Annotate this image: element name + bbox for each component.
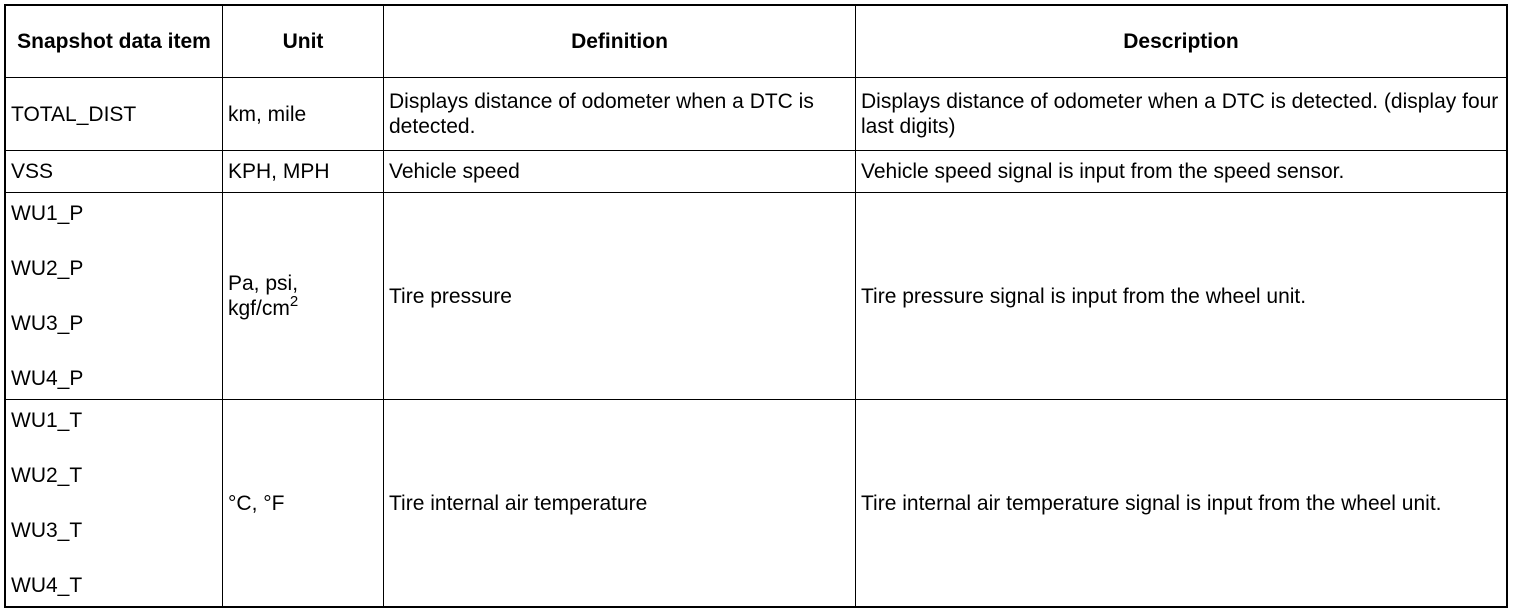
- snapshot-item: WU1_T: [11, 409, 83, 432]
- definition-cell: Tire internal air temperature: [384, 400, 856, 607]
- snapshot-item-cell: [6, 193, 223, 400]
- unit-cell: km, mile: [223, 78, 384, 151]
- snapshot-item: WU4_P: [11, 367, 84, 390]
- unit-line: [228, 293, 378, 321]
- definition-cell: Tire pressure: [384, 193, 856, 400]
- unit-line: Pa, psi,: [228, 272, 299, 295]
- table-row: [6, 400, 1507, 607]
- unit-superscript: 2: [289, 293, 299, 310]
- description-cell: Vehicle speed signal is input from the speed sensor.: [856, 151, 1507, 193]
- snapshot-item: WU2_P: [11, 257, 84, 280]
- description-cell: Tire internal air temperature signal is input from the wheel unit.: [856, 400, 1507, 607]
- snapshot-item-list: [11, 408, 217, 598]
- header-definition: Definition: [384, 6, 856, 78]
- table-row: [6, 78, 1507, 151]
- definition-cell: Vehicle speed: [384, 151, 856, 193]
- table-row: [6, 151, 1507, 193]
- table-header-row: [6, 6, 1507, 78]
- description-cell: Tire pressure signal is input from the wheel unit.: [856, 193, 1507, 400]
- snapshot-item: WU3_P: [11, 312, 84, 335]
- header-snapshot-data-item: Snapshot data item: [6, 6, 223, 78]
- snapshot-item-cell: VSS: [6, 151, 223, 193]
- definition-cell: Displays distance of odometer when a DTC is detected.: [384, 78, 856, 151]
- header-description: Description: [856, 6, 1507, 78]
- snapshot-item: WU4_T: [11, 574, 83, 597]
- unit-cell: KPH, MPH: [223, 151, 384, 193]
- snapshot-item-cell: [6, 400, 223, 607]
- snapshot-item: WU2_T: [11, 464, 83, 487]
- description-cell: Displays distance of odometer when a DTC is detected. (display four last digits): [856, 78, 1507, 151]
- snapshot-item: WU1_P: [11, 202, 84, 225]
- table-row: [6, 193, 1507, 400]
- unit-cell: °C, °F: [223, 400, 384, 607]
- snapshot-item-cell: TOTAL_DIST: [6, 78, 223, 151]
- snapshot-item-list: [11, 201, 217, 391]
- unit-text: kgf/cm: [228, 297, 290, 320]
- snapshot-data-table: [5, 5, 1507, 607]
- snapshot-item: WU3_T: [11, 519, 83, 542]
- unit-lines: [228, 271, 378, 321]
- header-unit: Unit: [223, 6, 384, 78]
- unit-cell: [223, 193, 384, 400]
